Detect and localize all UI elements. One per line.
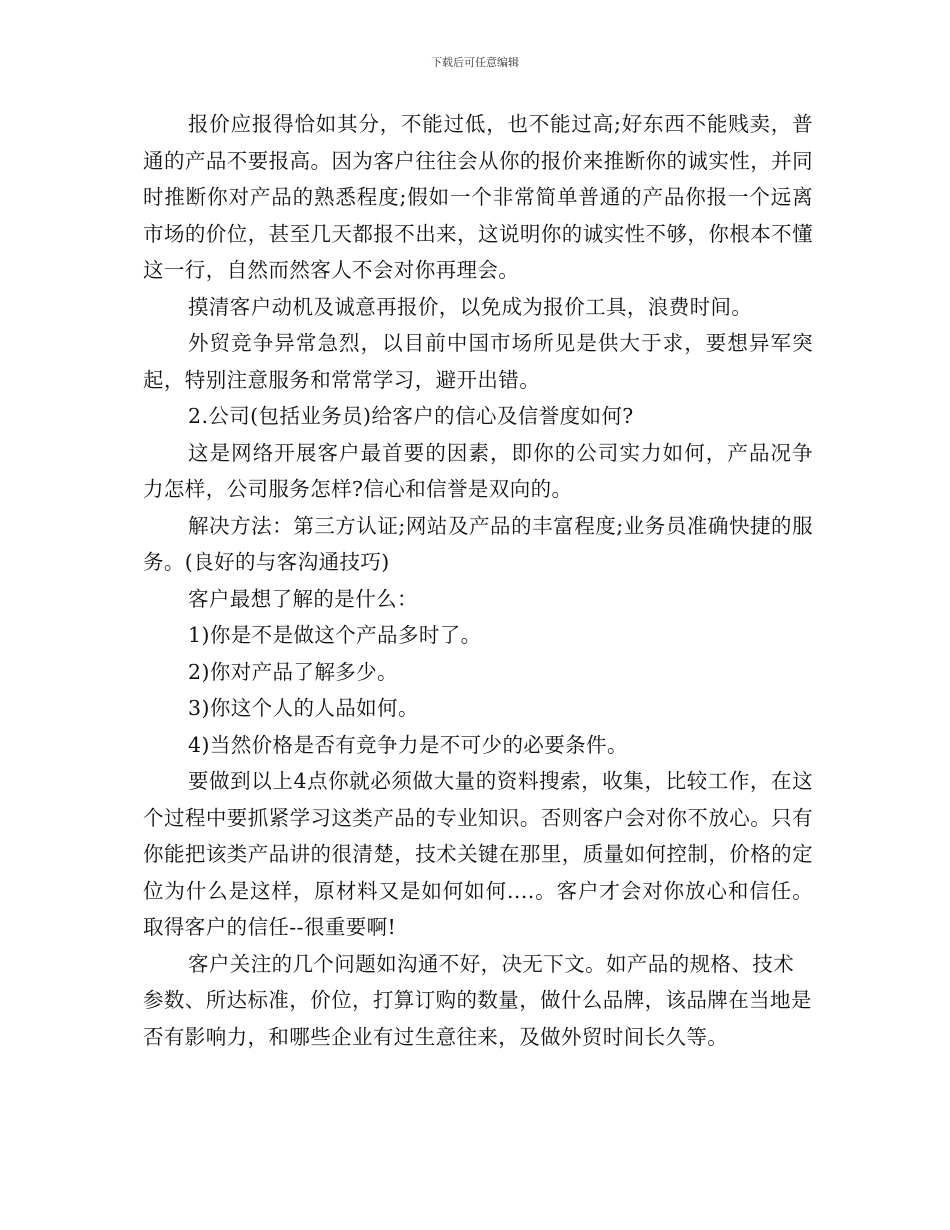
paragraph-section-2-heading: 2.公司(包括业务员)给客户的信心及信誉度如何? [188,404,634,428]
page-header: 下载后可任意编辑 [431,56,519,69]
paragraph-customer-wants: 客户最想了解的是什么： [188,586,418,611]
list-item-4: 4)当然价格是否有竞争力是不可少的必要条件。 [188,732,628,757]
paragraph-company-strength: 这是网络开展客户最首要的因素，即你的公司实力如何，产品况争力怎样，公司服务怎样?信心和信誉是双向的。 [143,440,813,501]
paragraph-competition: 外贸竞争异常急烈，以目前中国市场所见是供大于求，要想异军突起，特别注意服务和常常学习，避开出错。 [143,331,813,392]
document-body [143,106,813,1055]
list-item-2: 2)你对产品了解多少。 [188,659,398,684]
list-item-1: 1)你是不是做这个产品多时了。 [188,623,482,647]
paragraph-customer-concerns: 客户关注的几个问题如沟通不好，决无下文。如产品的规格、技术参数、所达标准，价位，打算订购的数量，做什么品牌，该品牌在当地是否有影响力，和哪些企业有过生意往来，及做外贸时间长久等。 [143,951,812,1049]
paragraph-solution: 解决方法：第三方认证;网站及产品的丰富程度;业务员准确快捷的服务。(良好的与客沟通技巧) [143,513,813,574]
paragraph-research: 要做到以上4点你就必须做大量的资料搜索，收集，比较工作，在这个过程中要抓紧学习这类产品的专业知识。否则客户会对你不放心。只有你能把该类产品讲的很清楚，技术关键在那里，质量如何控制，价格的定位为什么是这样，原材料又是如何如何....。客户才会对你放心和信任。取得客户的信任--很重要啊! [143,769,813,939]
list-item-3: 3)你这个人的人品如何。 [188,696,419,720]
paragraph-quote-pricing: 报价应报得恰如其分，不能过低，也不能过高;好东西不能贱卖，普通的产品不要报高。因为客户往往会从你的报价来推断你的诚实性，并同时推断你对产品的熟悉程度;假如一个非常简单普通的产品你报一个远离市场的价位，甚至几天都报不出来，这说明你的诚实性不够，你根本不懂这一行，自然而然客人不会对你再理会。 [143,112,813,282]
paragraph-customer-motive: 摸清客户动机及诚意再报价，以免成为报价工具，浪费时间。 [188,294,753,319]
